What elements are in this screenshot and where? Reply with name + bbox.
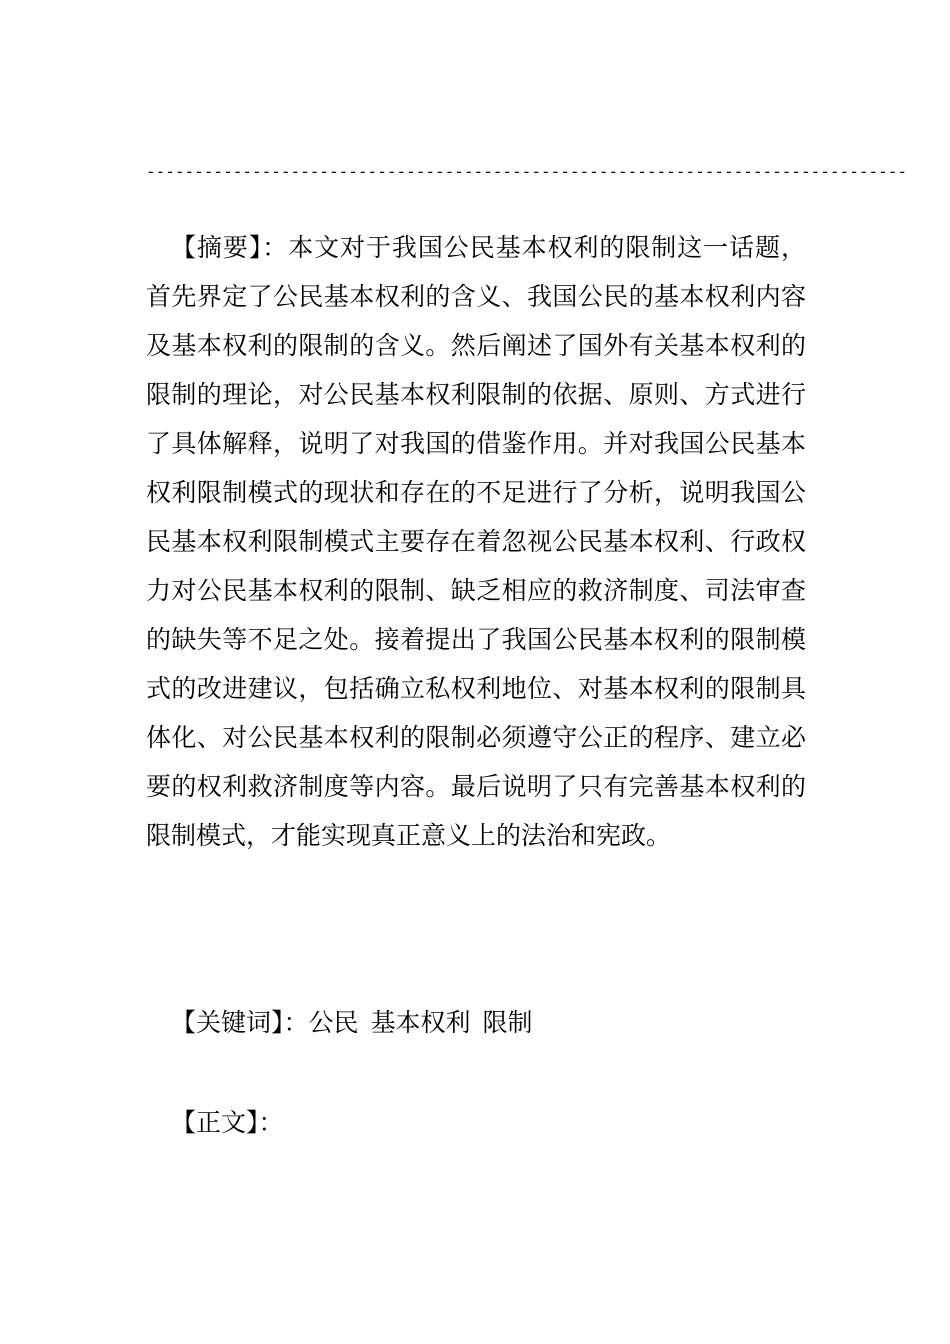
abstract-paragraph bbox=[146, 223, 806, 860]
abstract-text: 本文对于我国公民基本权利的限制这一话题，首先界定了公民基本权利的含义、我国公民的基本权利内容及基本权利的限制的含义。然后阐述了国外有关基本权利的限制的理论，对公民基本权利限制的依据、原则、方式进行了具体解释，说明了对我国的借鉴作用。并对我国公民基本权利限制模式的现状和存在的不足进行了分析，说明我国公民基本权利限制模式主要存在着忽视公民基本权利、行政权力对公民基本权利的限制、缺乏相应的救济制度、司法审查的缺失等不足之处。接着提出了我国公民基本权利的限制模式的改进建议，包括确立私权利地位、对基本权利的限制具体化、对公民基本权利的限制必须遵守公正的程序、建立必要的权利救济制度等内容。最后说明了只有完善基本权利的限制模式，才能实现真正意义上的法治和宪政。 bbox=[146, 233, 806, 850]
keyword-item: 公民 bbox=[308, 1008, 359, 1037]
separator-line: ------------------------------------------------------------------------------- bbox=[146, 162, 907, 181]
keywords-line bbox=[171, 998, 545, 1047]
keyword-item: 基本权利 bbox=[370, 1008, 471, 1037]
keyword-item: 限制 bbox=[482, 1008, 533, 1037]
body-heading: 【正文】： bbox=[171, 1108, 284, 1137]
keywords-label: 【关键词】： bbox=[171, 1008, 309, 1037]
abstract-label: 【摘要】： bbox=[171, 233, 289, 262]
